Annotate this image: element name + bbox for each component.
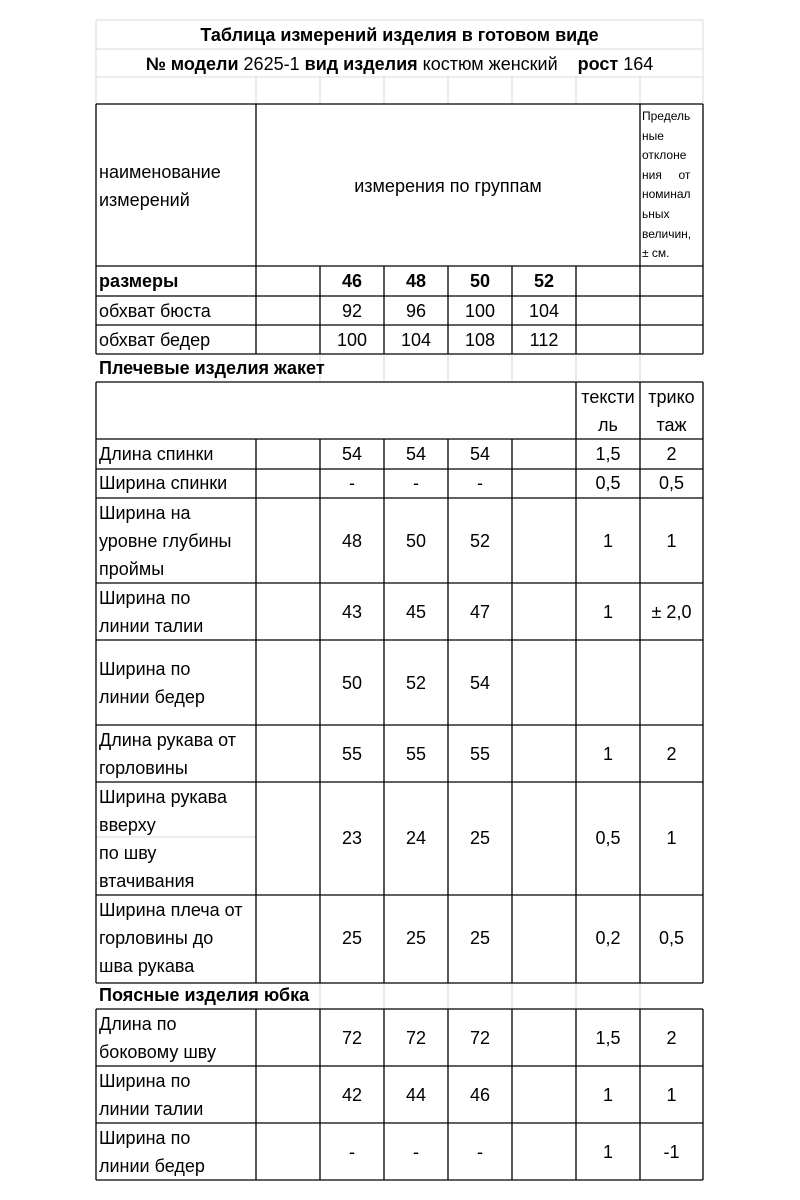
- row-label: линии бедер: [99, 687, 205, 707]
- row-label: Ширина по: [99, 588, 191, 608]
- knit-tolerance: 2: [666, 1028, 677, 1048]
- cell-value: 25: [341, 928, 363, 948]
- type-label: вид изделия: [304, 54, 418, 74]
- cell-value: 25: [469, 928, 491, 948]
- bust-value: 96: [405, 301, 427, 321]
- row-label: линии бедер: [99, 1156, 205, 1176]
- cell-value: -: [477, 1142, 483, 1162]
- row-label: боковому шву: [99, 1042, 216, 1062]
- hips-value: 104: [400, 330, 432, 350]
- cell-value: -: [413, 1142, 419, 1162]
- knit-tolerance: ± 2,0: [651, 602, 692, 622]
- tolerance-line: ьных: [642, 206, 670, 221]
- tolerance-line: номинал: [642, 187, 691, 202]
- row-label: Ширина спинки: [99, 473, 228, 493]
- type-value: костюм женский: [422, 54, 558, 74]
- cell-value: -: [349, 473, 355, 493]
- row-label: Ширина по: [99, 1071, 191, 1091]
- row-label: уровне глубины: [99, 531, 232, 551]
- cell-value: -: [349, 1142, 355, 1162]
- cell-value: 45: [405, 602, 427, 622]
- knit-tolerance: 2: [666, 744, 677, 764]
- row-label: горловины: [99, 758, 188, 778]
- gridlines-dark: [96, 104, 703, 1180]
- hips-value: 100: [336, 330, 368, 350]
- cell-value: 46: [469, 1085, 491, 1105]
- tolerance-line: ± см.: [642, 246, 670, 261]
- textile-tolerance: 0,5: [595, 828, 621, 848]
- cell-value: -: [477, 473, 483, 493]
- textile-tolerance: 1,5: [595, 1028, 621, 1048]
- cell-value: 55: [469, 744, 491, 764]
- bust-value: 92: [341, 301, 363, 321]
- sizes-label: размеры: [99, 271, 179, 291]
- knit-tolerance: 1: [666, 531, 677, 551]
- cell-value: 50: [405, 531, 427, 551]
- cell-value: 54: [341, 444, 363, 464]
- size-52: 52: [533, 271, 555, 291]
- knit-tolerance: 0,5: [658, 473, 685, 493]
- row-label: вверху: [99, 815, 156, 835]
- jacket-section-title: Плечевые изделия жакет: [99, 358, 325, 378]
- row-label: линии талии: [99, 1099, 204, 1119]
- cell-value: 25: [405, 928, 427, 948]
- textile-header-line1: тексти: [581, 387, 635, 407]
- row-label: по шву: [99, 843, 157, 863]
- height-label: рост: [577, 54, 619, 74]
- row-label: проймы: [99, 559, 165, 579]
- row-label: Ширина плеча от: [99, 900, 243, 920]
- cell-value: 55: [341, 744, 363, 764]
- bust-value: 104: [528, 301, 560, 321]
- model-info-line: [96, 50, 703, 78]
- tolerance-line: отклоне: [642, 148, 687, 163]
- cell-value: 47: [469, 602, 491, 622]
- bust-value: 100: [464, 301, 496, 321]
- textile-tolerance: 1: [602, 531, 613, 551]
- groups-header: измерения по группам: [354, 176, 542, 196]
- row-label: Длина рукава от: [99, 730, 237, 750]
- knit-tolerance: 0,5: [658, 928, 685, 948]
- row-label: Длина спинки: [99, 444, 214, 464]
- knit-tolerance: -1: [663, 1142, 680, 1162]
- cell-value: 25: [469, 828, 491, 848]
- size-48: 48: [405, 271, 427, 291]
- row-label: Ширина по: [99, 1128, 191, 1148]
- hips-value: 108: [464, 330, 496, 350]
- cell-value: 43: [341, 602, 363, 622]
- cell-value: -: [413, 473, 419, 493]
- name-column-header-line2: измерений: [99, 190, 190, 210]
- cell-value: 52: [469, 531, 491, 551]
- tolerance-line: Предель: [642, 109, 691, 123]
- cell-value: 72: [341, 1028, 363, 1048]
- textile-tolerance: 1: [602, 744, 613, 764]
- cell-value: 23: [341, 828, 363, 848]
- height-value: 164: [623, 54, 654, 74]
- knit-tolerance: 2: [666, 444, 677, 464]
- table-title: Таблица измерений изделия в готовом виде: [200, 25, 599, 45]
- name-column-header-line1: наименование: [99, 162, 221, 182]
- cell-value: 72: [469, 1028, 491, 1048]
- row-label: Ширина на: [99, 503, 191, 523]
- knit-tolerance: 1: [666, 1085, 677, 1105]
- cell-value: 54: [469, 673, 491, 693]
- textile-tolerance: 1: [602, 1142, 613, 1162]
- row-label: втачивания: [99, 871, 195, 891]
- model-label: № модели: [145, 54, 239, 74]
- cell-value: 55: [405, 744, 427, 764]
- cell-value: 24: [405, 828, 427, 848]
- size-50: 50: [469, 271, 491, 291]
- row-label: линии талии: [99, 616, 204, 636]
- cell-value: 54: [405, 444, 427, 464]
- textile-header-line2: ль: [598, 415, 618, 435]
- textile-tolerance: 1,5: [595, 444, 621, 464]
- cell-value: 44: [405, 1085, 427, 1105]
- textile-tolerance: 1: [602, 602, 613, 622]
- cell-value: 72: [405, 1028, 427, 1048]
- knit-tolerance: 1: [666, 828, 677, 848]
- knit-header-line1: трико: [648, 387, 695, 407]
- tolerance-line: величин,: [642, 226, 692, 241]
- row-label: горловины до: [99, 928, 214, 948]
- tolerance-header: [642, 107, 702, 264]
- row-label: Длина по: [99, 1014, 177, 1034]
- cell-value: 50: [341, 673, 363, 693]
- row-label: Ширина по: [99, 659, 191, 679]
- tolerance-line: ния от: [642, 167, 691, 182]
- knit-header-line2: таж: [656, 415, 687, 435]
- textile-tolerance: 1: [602, 1085, 613, 1105]
- cell-value: 48: [341, 531, 363, 551]
- hips-label: обхват бедер: [99, 330, 211, 350]
- textile-tolerance: 0,5: [595, 473, 621, 493]
- cell-value: 42: [341, 1085, 363, 1105]
- tolerance-line: ные: [642, 128, 664, 143]
- cell-value: 54: [469, 444, 491, 464]
- textile-tolerance: 0,2: [595, 928, 621, 948]
- model-value: 2625-1: [243, 54, 300, 74]
- row-label: шва рукава: [99, 956, 195, 976]
- hips-value: 112: [529, 330, 559, 350]
- bust-label: обхват бюста: [99, 301, 211, 321]
- row-label: Ширина рукава: [99, 787, 228, 807]
- cell-value: 52: [405, 673, 427, 693]
- size-46: 46: [341, 271, 363, 291]
- skirt-section-title: Поясные изделия юбка: [99, 985, 310, 1005]
